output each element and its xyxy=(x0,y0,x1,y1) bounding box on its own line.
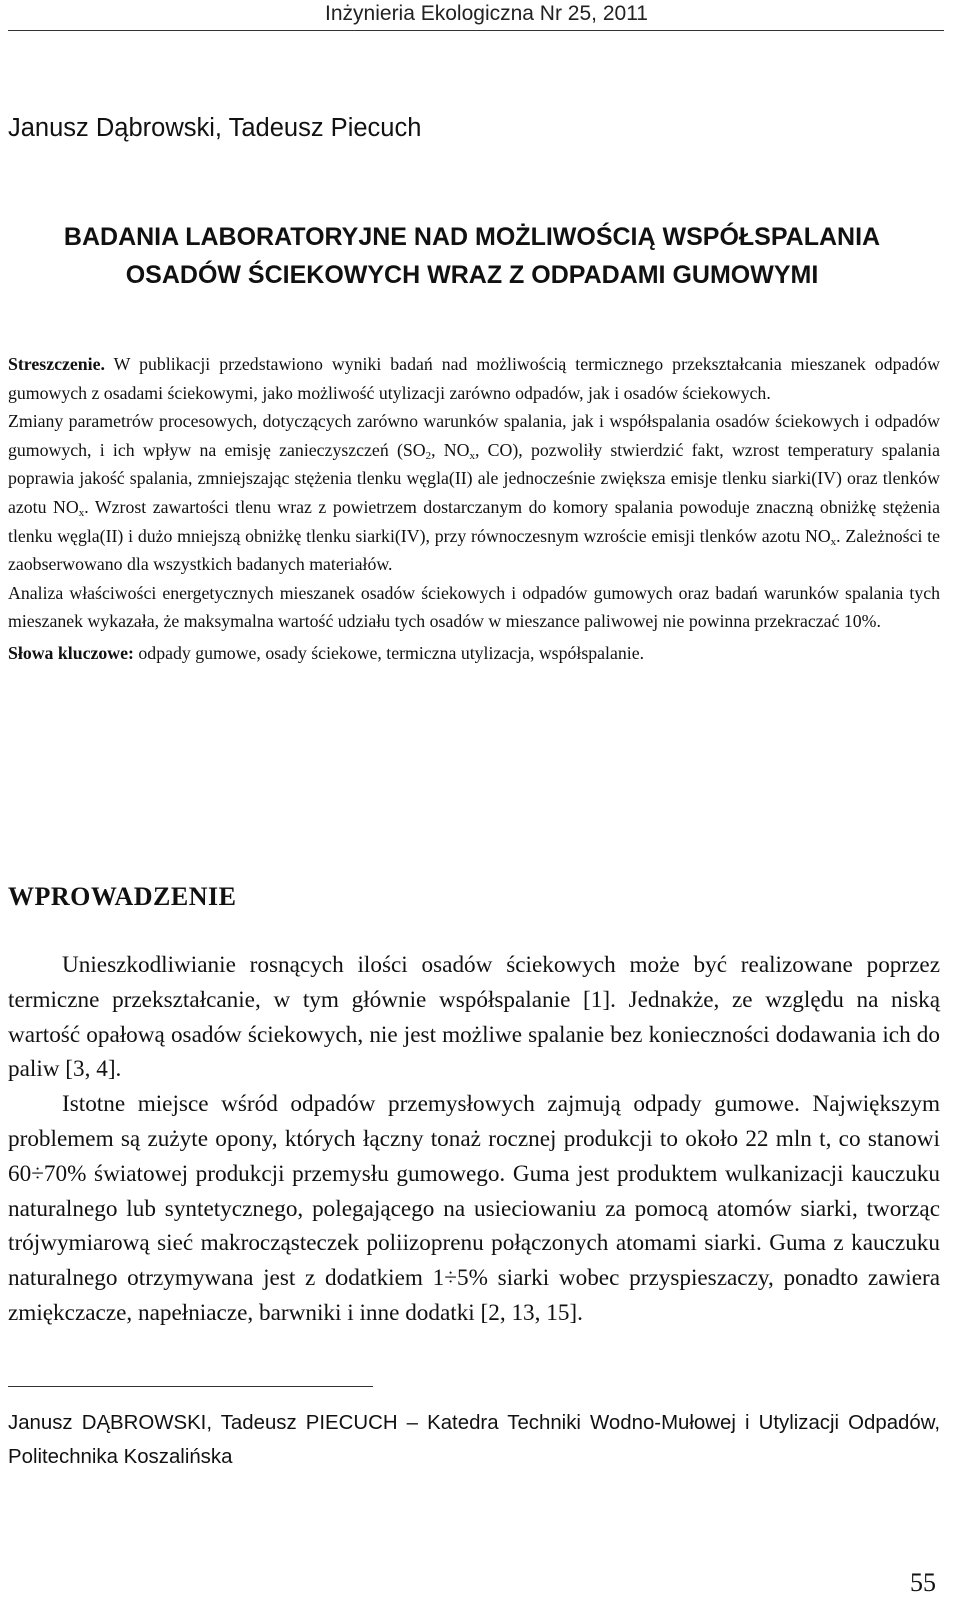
abstract-label: Streszczenie. xyxy=(8,354,105,374)
abstract-text-1: W publikacji przedstawiono wyniki badań nad możliwością termicznego przekształcania mieszanek odpadów gumowych z osadami ściekowymi, jako możliwość utylizacji zarówno odpadów, jak i osadów ściekowych. xyxy=(8,354,940,403)
keywords xyxy=(8,639,940,668)
body-text xyxy=(8,948,940,1331)
footnote xyxy=(8,1406,940,1474)
abstract xyxy=(8,350,940,668)
subscript: x xyxy=(469,449,475,462)
subscript: 2 xyxy=(425,449,432,462)
header-rule xyxy=(8,30,944,31)
article-title-line-2: OSADÓW ŚCIEKOWYCH WRAZ Z ODPADAMI GUMOWYMI xyxy=(125,261,819,289)
keywords-list: odpady gumowe, osady ściekowe, termiczna utylizacja, współspalanie. xyxy=(138,642,645,663)
footnote-text: Janusz DĄBROWSKI, Tadeusz PIECUCH – Katedra Techniki Wodno-Mułowej i Utylizacji Odpadów, Politechnika Koszalińska xyxy=(8,1412,940,1468)
section-heading: WPROWADZENIE xyxy=(8,882,237,911)
abstract-text: , CO), pozwoliły stwierdzić fakt, wzrost temperatury spalania poprawia jakość spalania, zmniejszając stężenia tlenku węgla(II) ale jednocześnie zwiększa emisje tlenku siarki(IV) oraz tlenków azotu NO xyxy=(8,439,940,517)
page-number: 55 xyxy=(910,1568,936,1597)
keywords-label: Słowa kluczowe: xyxy=(8,642,134,663)
body-paragraph-1: Unieszkodliwianie rosnących ilości osadów ściekowych może być realizowane poprzez termiczne przekształcanie, w tym głównie współspalanie [1]. Jednakże, ze względu na niską wartość opałową osadów ściekowych, nie jest możliwe spalanie bez konieczności dodawania ich do paliw [3, 4]. xyxy=(8,952,940,1083)
abstract-paragraph-3: Analiza właściwości energetycznych mieszanek osadów ściekowych i odpadów gumowych oraz badań warunków spalania tych mieszanek wykazała, że maksymalna wartość udziału tych osadów w mieszance paliwowej nie powinna przekraczać 10%. xyxy=(8,582,940,632)
journal-title: Inżynieria Ekologiczna Nr 25, 2011 xyxy=(325,2,648,25)
abstract-paragraph-2 xyxy=(8,407,940,579)
abstract-text: . Wzrost zawartości tlenu wraz z powietrzem dostarczanym do komory spalania powoduje znaczną obniżkę stężenia tlenku węgla(II) i dużo mniejszą obniżkę tlenku siarki(IV), przy równoczesnym wzroście emisji tlenków azotu NO xyxy=(8,496,940,546)
article-title-line-1: BADANIA LABORATORYJNE NAD MOŻLIWOŚCIĄ WSPÓŁSPALANIA xyxy=(63,223,881,251)
subscript: x xyxy=(830,535,837,548)
abstract-text: Zmiany parametrów procesowych, dotyczących zarówno warunków spalania, jak i współspalania osadów ściekowych i odpadów gumowych, i ich wpływ na emisję zanieczyszczeń (SO xyxy=(8,411,940,460)
abstract-text: . Zależności te zaobserwowano dla wszystkich badanych materiałów. xyxy=(8,525,940,575)
subscript: x xyxy=(78,506,85,519)
abstract-text: , NO xyxy=(431,439,470,460)
authors: Janusz Dąbrowski, Tadeusz Piecuch xyxy=(8,114,422,142)
body-paragraph-2: Istotne miejsce wśród odpadów przemysłowych zajmują odpady gumowe. Największym problemem są zużyte opony, których łączny tonaż rocznej produkcji to około 22 mln t, co stanowi 60÷70% światowej produkcji przemysłu gumowego. Guma jest produktem wulkanizacji kauczuku naturalnego lub syntetycznego, polegającego na usieciowaniu za pomocą atomów siarki, tworząc trójwymiarową sieć makrocząsteczek poliizoprenu połączonych atomami siarki. Guma z kauczuku naturalnego otrzymywana jest z dodatkiem 1÷5% siarki wobec przyspieszaczy, ponadto zawiera zmiękczacze, napełniacze, barwniki i inne dodatki [2, 13, 15]. xyxy=(8,1091,940,1326)
abstract-paragraph-1 xyxy=(8,350,940,407)
article-title xyxy=(12,218,932,294)
running-header xyxy=(0,0,950,33)
footnote-rule xyxy=(8,1386,373,1387)
